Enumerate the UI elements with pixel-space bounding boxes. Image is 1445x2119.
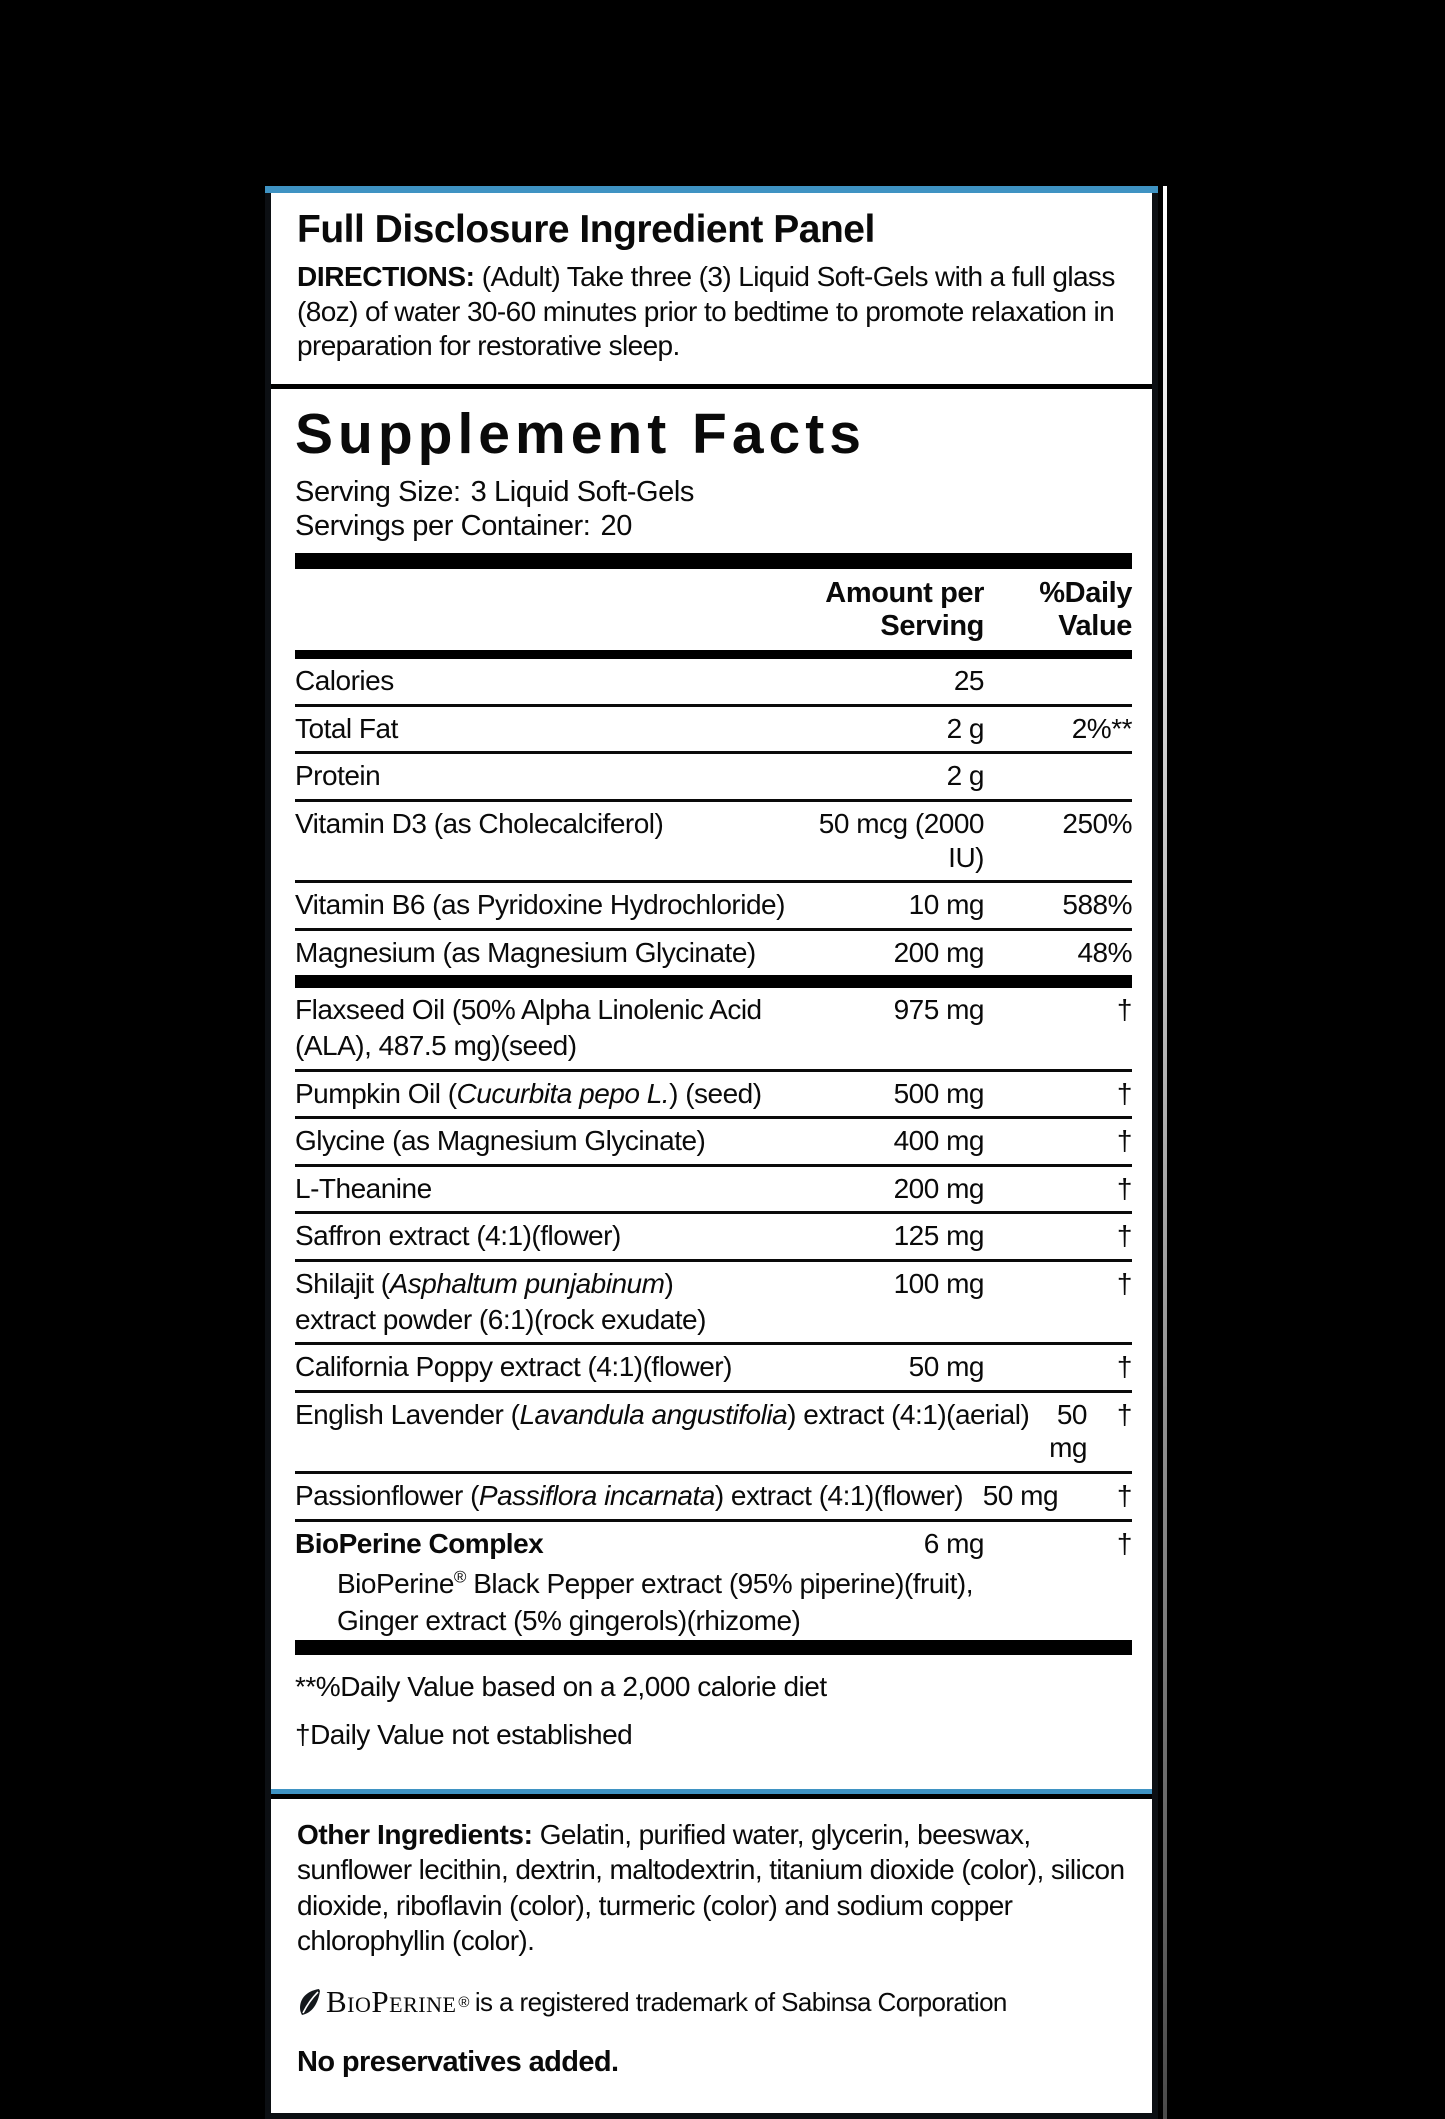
ingredient-row bbox=[295, 1116, 1132, 1164]
row-name: Calories bbox=[295, 665, 394, 697]
row-name-line2: (ALA), 487.5 mg)(seed) bbox=[295, 1030, 577, 1062]
ingredient-row bbox=[295, 1471, 1132, 1519]
nutrient-row bbox=[295, 880, 1132, 928]
row-amount: 2 g bbox=[946, 712, 984, 744]
row-name: Magnesium (as Magnesium Glycinate) bbox=[295, 936, 756, 968]
row-daily-value: † bbox=[1116, 1479, 1132, 1511]
row-name: Pumpkin Oil (Cucurbita pepo L.) (seed) bbox=[295, 1077, 762, 1109]
row-daily-value: † bbox=[1116, 1351, 1132, 1383]
nutrient-row bbox=[295, 659, 1132, 704]
other-ingredients-text bbox=[297, 1817, 1128, 1958]
row-amount: 500 mg bbox=[893, 1077, 984, 1109]
divider-bar-thick bbox=[295, 553, 1132, 569]
nutrient-row bbox=[295, 928, 1132, 976]
row-amount: 6 mg bbox=[923, 1527, 984, 1559]
row-sub-ingredient: BioPerine® Black Pepper extract (95% piperine)(fruit), bbox=[337, 1567, 974, 1600]
row-sub-ingredient: Ginger extract (5% gingerols)(rhizome) bbox=[337, 1605, 801, 1637]
row-name: Protein bbox=[295, 760, 381, 792]
row-daily-value: † bbox=[1116, 1267, 1132, 1299]
registered-mark: ® bbox=[458, 1993, 469, 2011]
row-amount: 10 mg bbox=[908, 889, 984, 921]
servings-value: 20 bbox=[600, 510, 632, 543]
nutrient-row bbox=[295, 751, 1132, 799]
row-name: Vitamin D3 (as Cholecalciferol) bbox=[295, 808, 664, 840]
ingredient-row bbox=[295, 1069, 1132, 1117]
row-amount: 125 mg bbox=[893, 1220, 984, 1252]
directions-label: DIRECTIONS: bbox=[297, 260, 475, 292]
ingredient-row bbox=[295, 1211, 1132, 1259]
row-name: Vitamin B6 (as Pyridoxine Hydrochloride) bbox=[295, 889, 785, 921]
ingredient-row bbox=[295, 988, 1132, 1068]
other-ingredients-label: Other Ingredients: bbox=[297, 1819, 533, 1851]
footnote: †Daily Value not established bbox=[295, 1719, 633, 1751]
row-name: Flaxseed Oil (50% Alpha Linolenic Acid bbox=[295, 994, 762, 1026]
row-name: English Lavender (Lavandula angustifolia) extract (4:1)(aerial) bbox=[295, 1398, 1030, 1430]
row-amount: 2 g bbox=[946, 760, 984, 792]
row-amount: 200 mg bbox=[893, 936, 984, 968]
divider-bar-bottom bbox=[295, 1640, 1132, 1655]
row-amount: 400 mg bbox=[893, 1125, 984, 1157]
row-daily-value: 588% bbox=[1062, 889, 1132, 921]
row-amount: 50 mcg (2000 IU) bbox=[818, 808, 984, 873]
amount-per-serving-header: Amount per Serving bbox=[825, 577, 984, 642]
row-daily-value: † bbox=[1116, 1077, 1132, 1109]
ingredient-row bbox=[295, 1259, 1132, 1342]
row-daily-value: 48% bbox=[1077, 936, 1132, 968]
row-amount: 100 mg bbox=[893, 1267, 984, 1299]
divider-bar-mid bbox=[295, 975, 1132, 988]
top-accent-line bbox=[265, 186, 1158, 193]
row-amount: 50 mg bbox=[908, 1351, 984, 1383]
row-daily-value: 250% bbox=[1062, 808, 1132, 840]
trademark-text: is a registered trademark of Sabinsa Corporation bbox=[474, 1986, 1007, 2017]
table-header-row bbox=[295, 569, 1132, 650]
serving-size-label: Serving Size: bbox=[295, 475, 461, 508]
row-name: L-Theanine bbox=[295, 1172, 432, 1204]
row-daily-value: 2%** bbox=[1071, 712, 1132, 744]
divider-bar-header bbox=[295, 650, 1132, 659]
ingredient-row bbox=[295, 1390, 1132, 1471]
supplement-label bbox=[265, 186, 1158, 2119]
row-amount: 975 mg bbox=[893, 994, 984, 1026]
nutrient-row bbox=[295, 704, 1132, 752]
no-preservatives-text: No preservatives added. bbox=[297, 2046, 619, 2079]
serving-size-line bbox=[295, 475, 1132, 509]
footnote: **%Daily Value based on a 2,000 calorie diet bbox=[295, 1671, 827, 1703]
serving-size-value: 3 Liquid Soft-Gels bbox=[470, 475, 694, 508]
servings-per-container-line bbox=[295, 509, 1132, 543]
row-daily-value: † bbox=[1116, 1172, 1132, 1204]
label-sheet bbox=[265, 193, 1158, 2119]
ingredient-rows bbox=[295, 988, 1132, 1640]
row-name: Total Fat bbox=[295, 712, 398, 744]
ingredient-row bbox=[295, 1519, 1132, 1641]
row-daily-value: † bbox=[1116, 1398, 1132, 1430]
ingredient-row bbox=[295, 1164, 1132, 1212]
leaf-icon bbox=[297, 1987, 323, 2017]
daily-value-header: %Daily Value bbox=[1039, 577, 1132, 642]
panel-title: Full Disclosure Ingredient Panel bbox=[297, 208, 875, 251]
row-amount: 50 mg bbox=[982, 1479, 1059, 1511]
supplement-facts-panel bbox=[271, 389, 1152, 1789]
directions-panel bbox=[271, 193, 1152, 389]
servings-label: Servings per Container: bbox=[295, 510, 591, 543]
row-name: Glycine (as Magnesium Glycinate) bbox=[295, 1125, 706, 1157]
directions-text bbox=[297, 260, 1128, 364]
row-daily-value: † bbox=[1116, 1125, 1132, 1157]
row-name: Shilajit (Asphaltum punjabinum) bbox=[295, 1267, 674, 1299]
row-name: BioPerine Complex bbox=[295, 1527, 544, 1559]
other-ingredients-body: Gelatin, purified water, glycerin, beeswax, sunflower lecithin, dextrin, maltodextrin, titanium dioxide (color), silicon dioxide, riboflavin (color), turmeric (color) and sodium copper chlorophyllin (color). bbox=[297, 1819, 1125, 1956]
footnotes bbox=[295, 1671, 1132, 1751]
row-daily-value: † bbox=[1116, 994, 1132, 1026]
label-edge-highlight bbox=[1163, 186, 1167, 2119]
ingredient-row bbox=[295, 1342, 1132, 1390]
supplement-facts-title: Supplement Facts bbox=[295, 402, 866, 467]
other-ingredients-panel bbox=[271, 1799, 1152, 2113]
row-daily-value: † bbox=[1116, 1527, 1132, 1559]
trademark-line bbox=[297, 1984, 1128, 2020]
directions-body: (Adult) Take three (3) Liquid Soft-Gels with a full glass (8oz) of water 30-60 minutes prior to bedtime to promote relaxation in preparation for restorative sleep. bbox=[297, 260, 1115, 362]
row-name-line2: extract powder (6:1)(rock exudate) bbox=[295, 1303, 706, 1335]
row-name: California Poppy extract (4:1)(flower) bbox=[295, 1351, 732, 1383]
nutrient-rows bbox=[295, 659, 1132, 975]
row-amount: 200 mg bbox=[893, 1172, 984, 1204]
row-amount: 50 mg bbox=[1049, 1398, 1088, 1464]
nutrient-row bbox=[295, 799, 1132, 880]
bioperine-brand: BioPerine bbox=[326, 1984, 457, 2020]
row-amount: 25 bbox=[953, 665, 984, 697]
row-daily-value: † bbox=[1116, 1220, 1132, 1252]
row-name: Passionflower (Passiflora incarnata) extract (4:1)(flower) bbox=[295, 1479, 964, 1511]
row-name: Saffron extract (4:1)(flower) bbox=[295, 1220, 621, 1252]
